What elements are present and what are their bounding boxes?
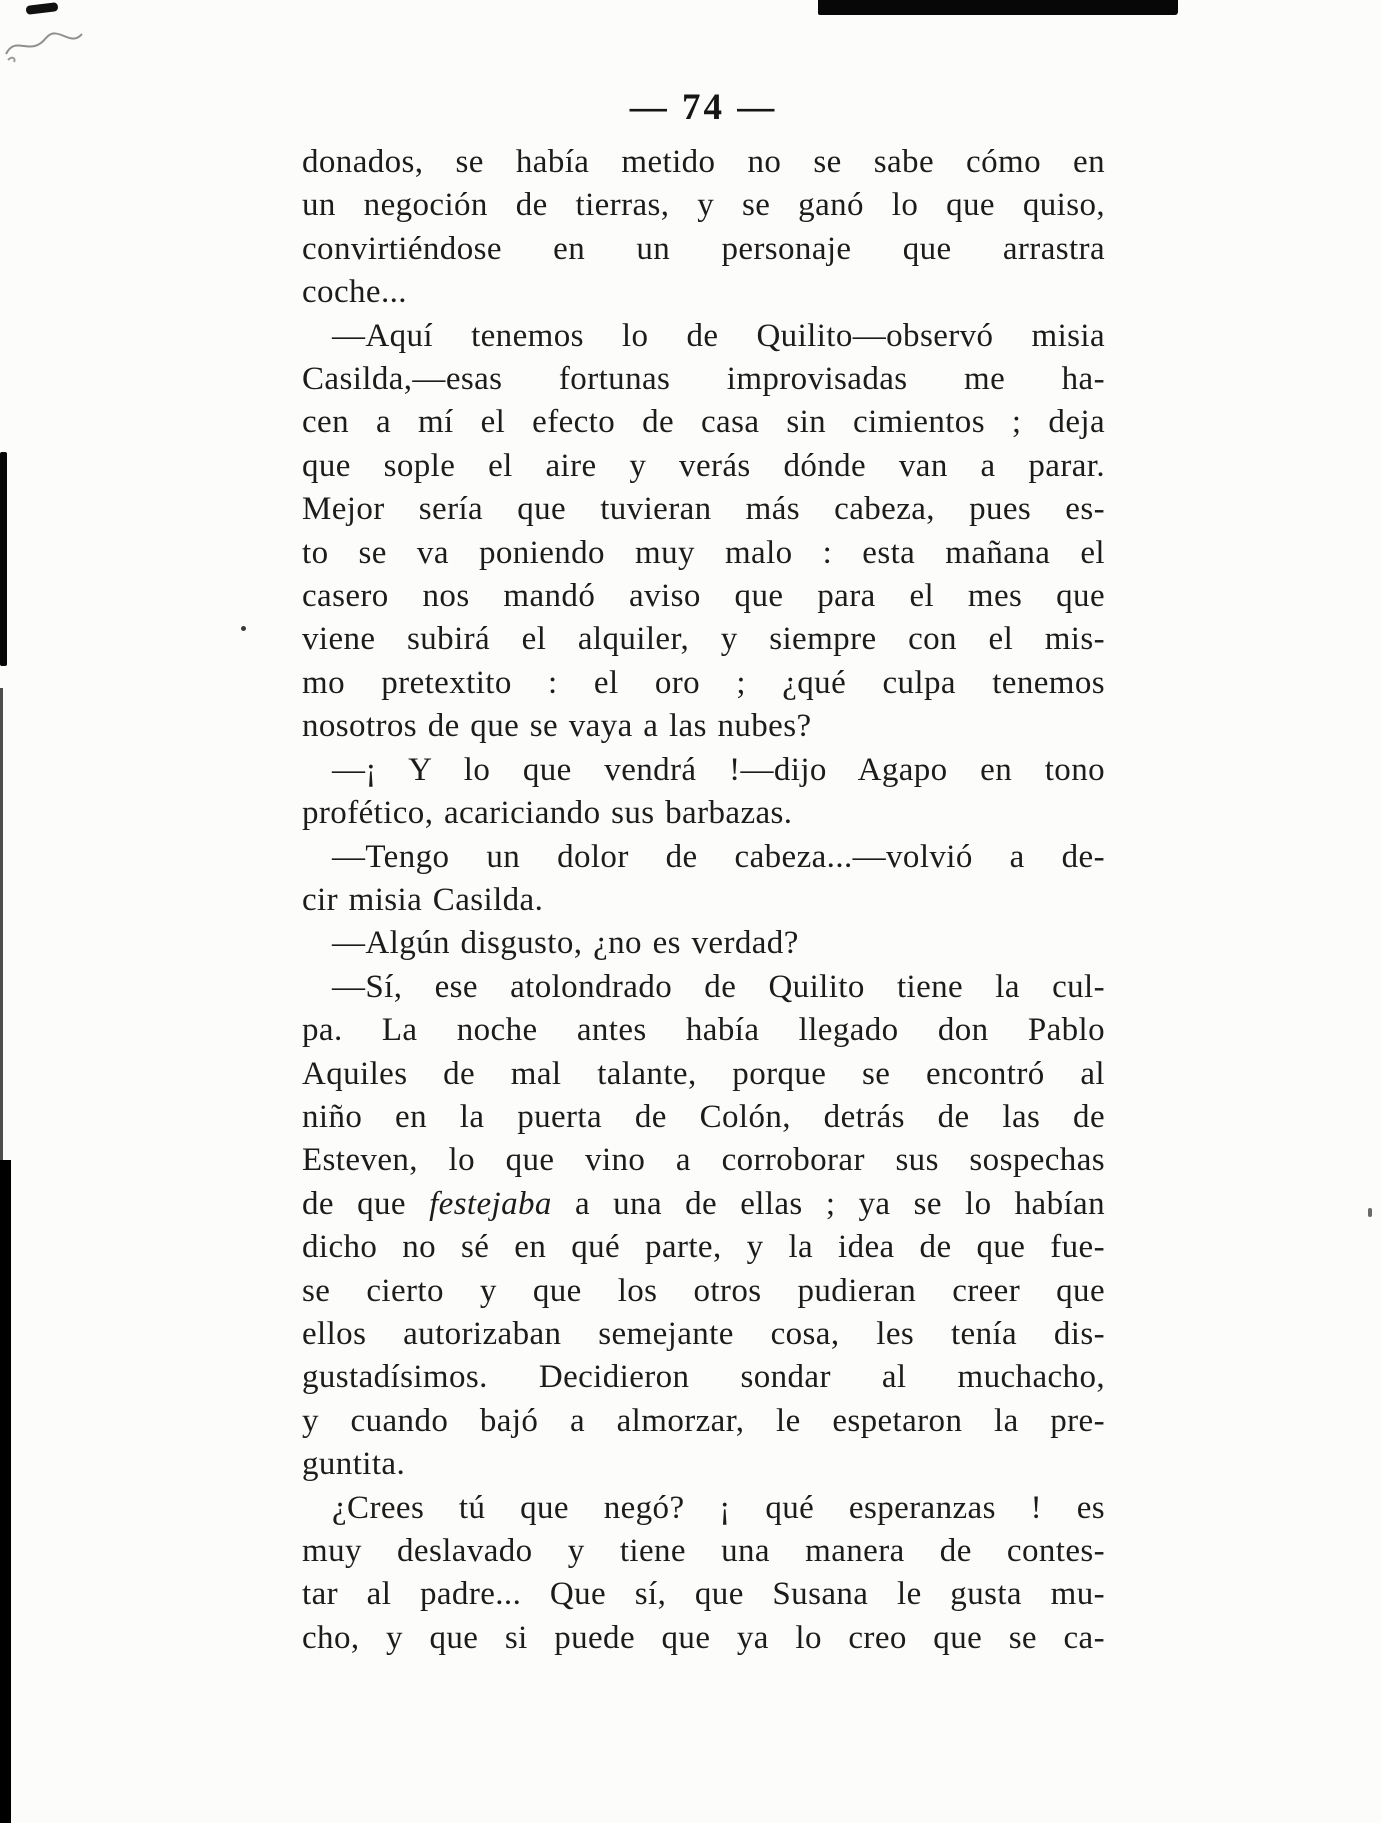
- scan-artifact-top-left-blob: [26, 2, 59, 15]
- paragraph: [302, 966, 1105, 1487]
- text-line: —¡ Y lo que vendrá !—dijo Agapo en tono: [332, 751, 1105, 788]
- text-line: ellos autorizaban semejante cosa, les tenía dis-: [302, 1315, 1105, 1352]
- paragraph: [302, 749, 1105, 836]
- text-line: que sople el aire y verás dónde van a parar.: [302, 447, 1105, 484]
- paragraph: [302, 1487, 1105, 1661]
- text-line: mo pretextito : el oro ; ¿qué culpa tenemos: [302, 664, 1105, 701]
- scan-artifact-left-line: [0, 688, 3, 1160]
- text-line: muy deslavado y tiene una manera de contes-: [302, 1533, 1105, 1569]
- text-line: cen a mí el efecto de casa sin cimientos ; deja: [302, 404, 1105, 441]
- paragraph: [302, 141, 1105, 315]
- paragraph: [302, 836, 1105, 923]
- text-line: ¿Crees tú que negó? ¡ qué esperanzas ! es: [332, 1489, 1105, 1526]
- text-line: niño en la puerta de Colón, detrás de las de: [302, 1098, 1105, 1135]
- scan-artifact-top-bar: [818, 0, 1178, 15]
- text-line: to se va poniendo muy malo : esta mañana el: [302, 534, 1105, 571]
- text-line: cho, y que si puede que ya lo creo que se ca-: [302, 1619, 1105, 1656]
- text-line: viene subirá el alquiler, y siempre con el mis-: [302, 621, 1105, 658]
- text-line: pa. La noche antes había llegado don Pablo: [302, 1012, 1105, 1049]
- text-line: guntita.: [302, 1446, 406, 1483]
- text-line: coche...: [302, 274, 407, 311]
- scan-artifact-squiggle: [2, 22, 86, 64]
- text-line: un negoción de tierras, y se ganó lo que quiso,: [302, 187, 1105, 224]
- text-line: se cierto y que los otros pudieran creer que: [302, 1272, 1105, 1309]
- scan-artifact-bottom-bar: [0, 1160, 11, 1823]
- text-line: —Algún disgusto, ¿no es verdad?: [332, 925, 799, 962]
- text-line: Aquiles de mal talante, porque se encontró al: [302, 1055, 1105, 1092]
- text-line: casero nos mandó aviso que para el mes que: [302, 578, 1105, 615]
- text-line: Esteven, lo que vino a corroborar sus sospechas: [302, 1142, 1105, 1179]
- paragraph: [302, 922, 1105, 965]
- text-line: profético, acariciando sus barbazas.: [302, 795, 793, 832]
- text-line: donados, se había metido no se sabe cómo en: [302, 144, 1105, 180]
- text-block: [302, 86, 1105, 1660]
- text-line: —Aquí tenemos lo de Quilito—observó misia: [332, 317, 1105, 354]
- text-line: Mejor sería que tuvieran más cabeza, pues es-: [302, 491, 1105, 528]
- text-line: —Tengo un dolor de cabeza...—volvió a de-: [332, 838, 1105, 875]
- text-line: de que festejaba a una de ellas ; ya se lo habían: [302, 1185, 1105, 1222]
- text-line: gustadísimos. Decidieron sondar al muchacho,: [302, 1359, 1105, 1396]
- body-text: [302, 141, 1105, 1660]
- page-number: — 74 —: [629, 87, 778, 128]
- text-line: tar al padre... Que sí, que Susana le gusta mu-: [302, 1576, 1105, 1613]
- text-line: —Sí, ese atolondrado de Quilito tiene la cul-: [332, 968, 1105, 1005]
- paragraph: [302, 315, 1105, 749]
- text-line: Casilda,—esas fortunas improvisadas me ha-: [302, 361, 1105, 398]
- text-line: cir misia Casilda.: [302, 881, 544, 918]
- scan-artifact-left-bar: [0, 452, 7, 666]
- text-line: nosotros de que se vaya a las nubes?: [302, 708, 812, 745]
- text-line: dicho no sé en qué parte, y la idea de que fue-: [302, 1229, 1105, 1266]
- text-line: convirtiéndose en un personaje que arrastra: [302, 230, 1105, 267]
- text-line: y cuando bajó a almorzar, le espetaron la pre-: [302, 1402, 1105, 1439]
- scan-artifact-speck: [241, 626, 246, 631]
- scan-artifact-speck: [1368, 1208, 1372, 1217]
